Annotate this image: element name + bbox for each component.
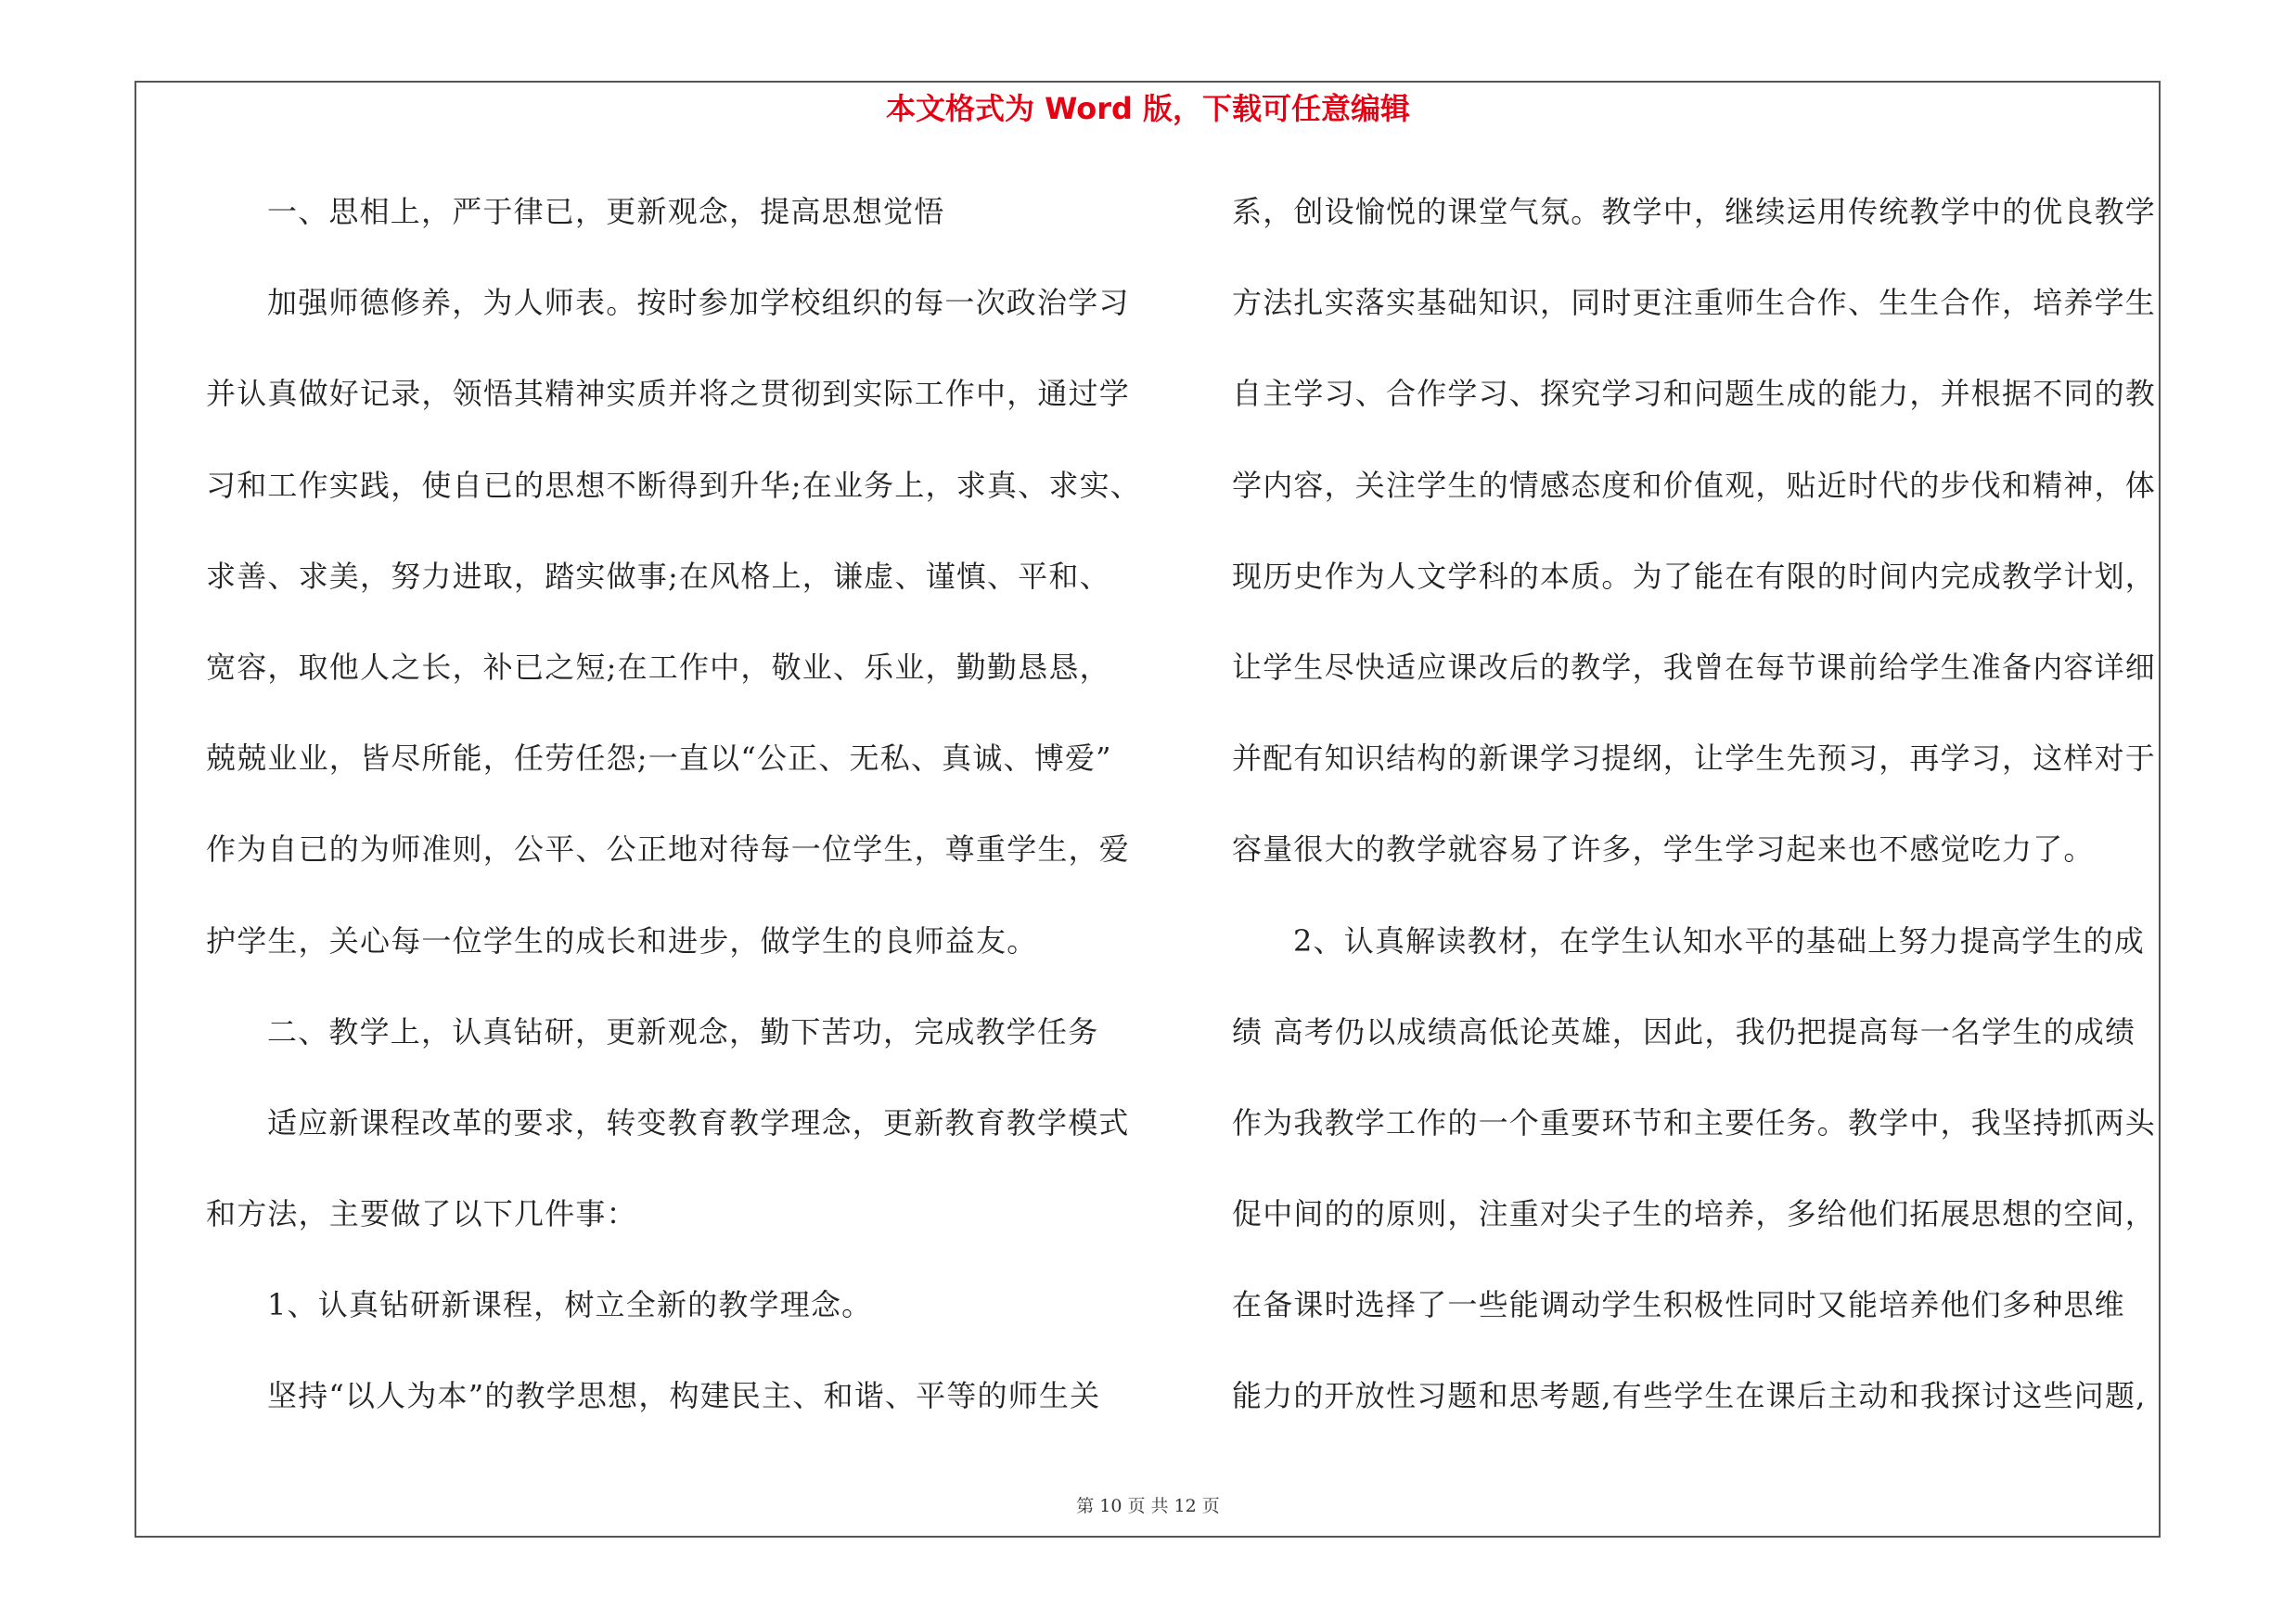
- left-column: [206, 182, 1143, 1458]
- text-line: 适应新课程改革的要求，转变教育教学理念，更新教育教学模式: [267, 1104, 1130, 1140]
- text-line: 兢兢业业，皆尽所能，任劳任怨;一直以“公正、无私、真诚、博爱”: [206, 741, 1112, 777]
- text-line: 二、教学上，认真钻研，更新观念，勤下苦功，完成教学任务: [267, 1013, 1099, 1050]
- text-line: 作为我教学工作的一个重要环节和主要任务。教学中，我坚持抓两头: [1232, 1104, 2157, 1140]
- text-line: 宽容，取他人之长，补已之短;在工作中，敬业、乐业，勤勤恳恳，: [206, 649, 1110, 685]
- text-line: 让学生尽快适应课改后的教学，我曾在每节课前给学生准备内容详细: [1232, 649, 2157, 685]
- text-line: 学内容，关注学生的情感态度和价值观，贴近时代的步伐和精神，体: [1232, 467, 2157, 503]
- right-column: [1232, 182, 2167, 1458]
- text-line: 一、思相上，严于律已，更新观念，提高思想觉悟: [267, 194, 945, 229]
- text-line: 加强师德修养，为人师表。按时参加学校组织的每一次政治学习: [267, 285, 1130, 321]
- text-line: 1、认真钻研新课程，树立全新的教学理念。: [267, 1287, 873, 1323]
- text-line: 并认真做好记录，领悟其精神实质并将之贯彻到实际工作中，通过学: [206, 376, 1131, 412]
- text-line: 容量很大的教学就容易了许多，学生学习起来也不感觉吃力了。: [1232, 831, 2095, 868]
- text-line: 习和工作实践，使自已的思想不断得到升华;在业务上，求真、求实、: [206, 467, 1141, 503]
- text-line: 护学生，关心每一位学生的成长和进步，做学生的良师益友。: [206, 922, 1038, 959]
- text-line: 作为自已的为师准则，公平、公正地对待每一位学生，尊重学生，爱: [206, 831, 1131, 868]
- text-line: 现历史作为人文学科的本质。为了能在有限的时间内完成教学计划，: [1232, 558, 2157, 594]
- format-banner: 本文格式为 Word 版，下载可任意编辑: [885, 91, 1411, 126]
- text-line: 求善、求美，努力进取，踏实做事;在风格上，谦虚、谨慎、平和、: [206, 558, 1110, 594]
- text-line: 能力的开放性习题和思考题,有些学生在课后主动和我探讨这些问题,: [1232, 1378, 2147, 1414]
- page-number-footer: 第 10 页 共 12 页: [1076, 1496, 1220, 1516]
- text-line: 自主学习、合作学习、探究学习和问题生成的能力，并根据不同的教: [1232, 376, 2157, 412]
- text-line: 并配有知识结构的新课学习提纲，让学生先预习，再学习，这样对于: [1232, 741, 2157, 777]
- text-line: 方法扎实落实基础知识，同时更注重师生合作、生生合作，培养学生: [1232, 285, 2157, 321]
- text-line: 和方法，主要做了以下几件事：: [206, 1196, 637, 1232]
- text-line: 促中间的的原则，注重对尖子生的培养，多给他们拓展思想的空间，: [1232, 1196, 2157, 1232]
- text-line: 系，创设愉悦的课堂气氛。教学中，继续运用传统教学中的优良教学: [1232, 194, 2157, 229]
- text-line: 在备课时选择了一些能调动学生积极性同时又能培养他们多种思维: [1232, 1287, 2125, 1323]
- text-line: 2、认真解读教材，在学生认知水平的基础上努力提高学生的成: [1293, 922, 2145, 959]
- text-line: 绩 高考仍以成绩高低论英雄，因此，我仍把提高每一名学生的成绩: [1232, 1013, 2136, 1050]
- text-line: 坚持“以人为本”的教学思想，构建民主、和谐、平等的师生关: [267, 1378, 1101, 1414]
